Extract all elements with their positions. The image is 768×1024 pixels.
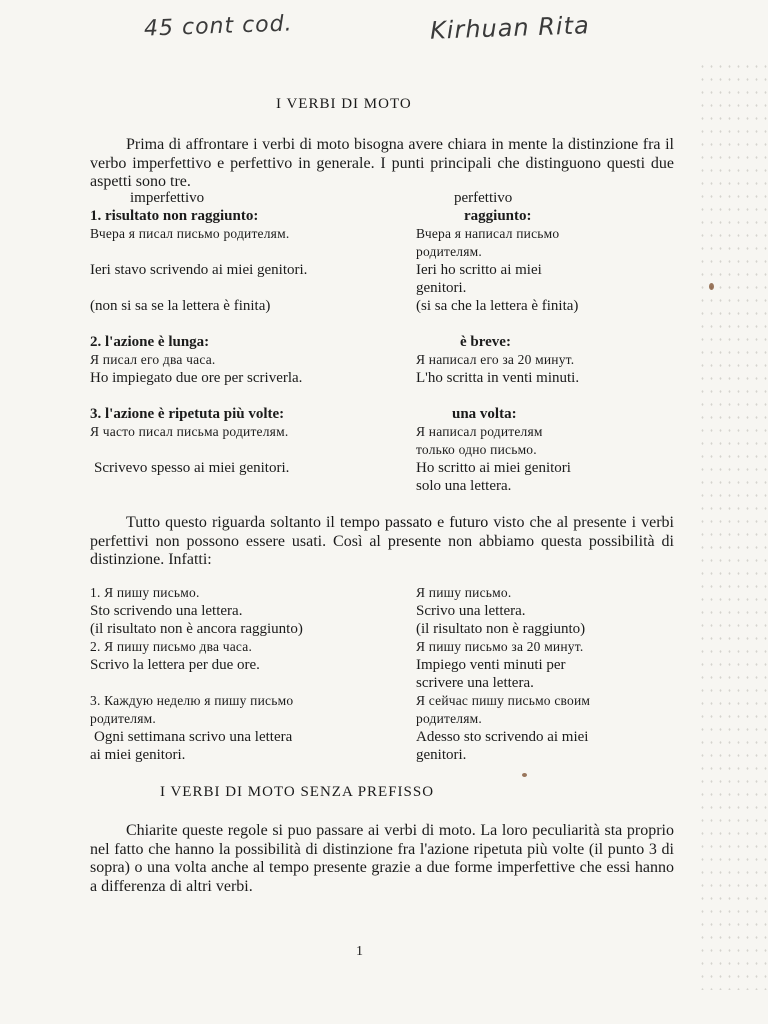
text-line: Вчера я писал письмо родителям. [90, 226, 290, 241]
text-line: 2. l'azione è lunga: [90, 334, 210, 350]
text-line: 2. Я пишу письмо два часа. [90, 639, 253, 654]
intro-paragraph: Prima di affrontare i verbi di moto bisogna avere chiara in mente la distinzione fra il verbo imperfettivo e perfettivo in generale. I punti principali che distinguono questi due aspetti sono tre. [90, 136, 674, 190]
text-line: Ho impiegato due ore per scriverla. [90, 370, 303, 386]
text-line: L'ho scritta in venti minuti. [416, 370, 580, 386]
text-line: (il risultato non è ancora raggiunto) [90, 621, 303, 637]
text-line [416, 315, 579, 333]
ink-spot [522, 773, 527, 777]
section-title-2: I VERBI DI MOTO SENZA PREFISSO [160, 784, 435, 800]
table2-left-column [90, 584, 303, 764]
text-line: родителям. [416, 244, 482, 259]
text-line [90, 441, 307, 459]
text-line: только одно письмо. [416, 442, 537, 457]
text-line: 3. l'azione è ripetuta più volte: [90, 406, 285, 422]
table2-right-column [416, 584, 590, 764]
text-line: Ieri stavo scrivendo ai miei genitori. [90, 262, 308, 278]
keyword-passato: passato [384, 514, 433, 531]
text-line: Impiego venti minuti per [416, 657, 566, 673]
text-line: (non si sa se la lettera è finita) [90, 298, 271, 314]
text-line: è breve: [460, 334, 511, 350]
text-line: Adesso sto scrivendo ai miei [416, 729, 589, 745]
text-line: perfettivo [454, 190, 513, 206]
table1-perfective-column [416, 189, 579, 495]
text-line: Scrivevo spesso ai miei genitori. [94, 460, 290, 476]
text-line: Ho scritto ai miei genitori [416, 460, 571, 476]
text-line: Я часто писал письма родителям. [90, 424, 289, 439]
ink-spot [709, 283, 714, 290]
text-line: Вчера я написал письмо [416, 226, 560, 241]
text-line: Ieri ho scritto ai miei [416, 262, 542, 278]
text-line: Я пишу письмо за 20 минут. [416, 639, 584, 654]
text-line [90, 674, 303, 692]
text-line: родителям. [90, 711, 156, 726]
text-line: (il risultato non è raggiunto) [416, 621, 586, 637]
text-line [90, 279, 307, 297]
text-line: 1. risultato non raggiunto: [90, 208, 259, 224]
keyword-futuro: futuro [449, 514, 489, 531]
scan-speckle [698, 60, 768, 990]
text-line: imperfettivo [130, 190, 205, 206]
text-line: genitori. [416, 747, 467, 763]
text-line: genitori. [416, 280, 467, 296]
text-line: scrivere una lettera. [416, 675, 534, 691]
handwritten-signature: Kirhuan Rita [429, 11, 591, 45]
text-line: Scrivo la lettera per due ore. [90, 657, 260, 673]
keyword-presente: presente [387, 532, 442, 550]
text-line [416, 387, 579, 405]
text-line: solo una lettera. [416, 478, 512, 494]
text-line: una volta: [452, 406, 517, 422]
text-line: Sto scrivendo una lettera. [90, 603, 243, 619]
table1-imperfective-column [90, 189, 307, 477]
handwritten-note-left: 45 cont cod. [143, 11, 294, 42]
text-line: родителям. [416, 711, 482, 726]
text-line: 3. Каждую неделю я пишу письмо [90, 693, 294, 708]
second-paragraph: Tutto questo riguarda soltanto il tempo passato e futuro visto che al presente i verbi perfettivi non possono essere usati. Così al presente non abbiamo questa possibilità di distinzione. Infatti: [90, 514, 674, 568]
text-line [90, 387, 307, 405]
text-line [90, 315, 307, 333]
text-line: Я пишу письмо. [416, 585, 512, 600]
section-title: I VERBI DI MOTO [276, 96, 412, 112]
third-paragraph: Chiarite queste regole si puo passare ai verbi di moto. La loro peculiarità sta proprio nel fatto che hanno la possibilità di distinzione fra l'azione ripetuta più volte (il punto 3 di sopra) o una volta anche al tempo presente grazie a due forme imperfettive che essi hanno a differenza di altri verbi. [90, 822, 674, 895]
text-line: ai miei genitori. [90, 747, 186, 763]
text-line: (si sa che la lettera è finita) [416, 298, 579, 314]
text-line: Я написал родителям [416, 424, 543, 439]
text-line: Я писал его два часа. [90, 352, 216, 367]
text-line: Я написал его за 20 минут. [416, 352, 575, 367]
text-line: 1. Я пишу письмо. [90, 585, 200, 600]
text-line: Scrivo una lettera. [416, 603, 526, 619]
text-line: raggiunto: [464, 208, 532, 224]
page-number: 1 [356, 944, 363, 959]
text-line: Ogni settimana scrivo una lettera [94, 729, 293, 745]
text-line [90, 243, 307, 261]
text-line: Я сейчас пишу письмо своим [416, 693, 591, 708]
